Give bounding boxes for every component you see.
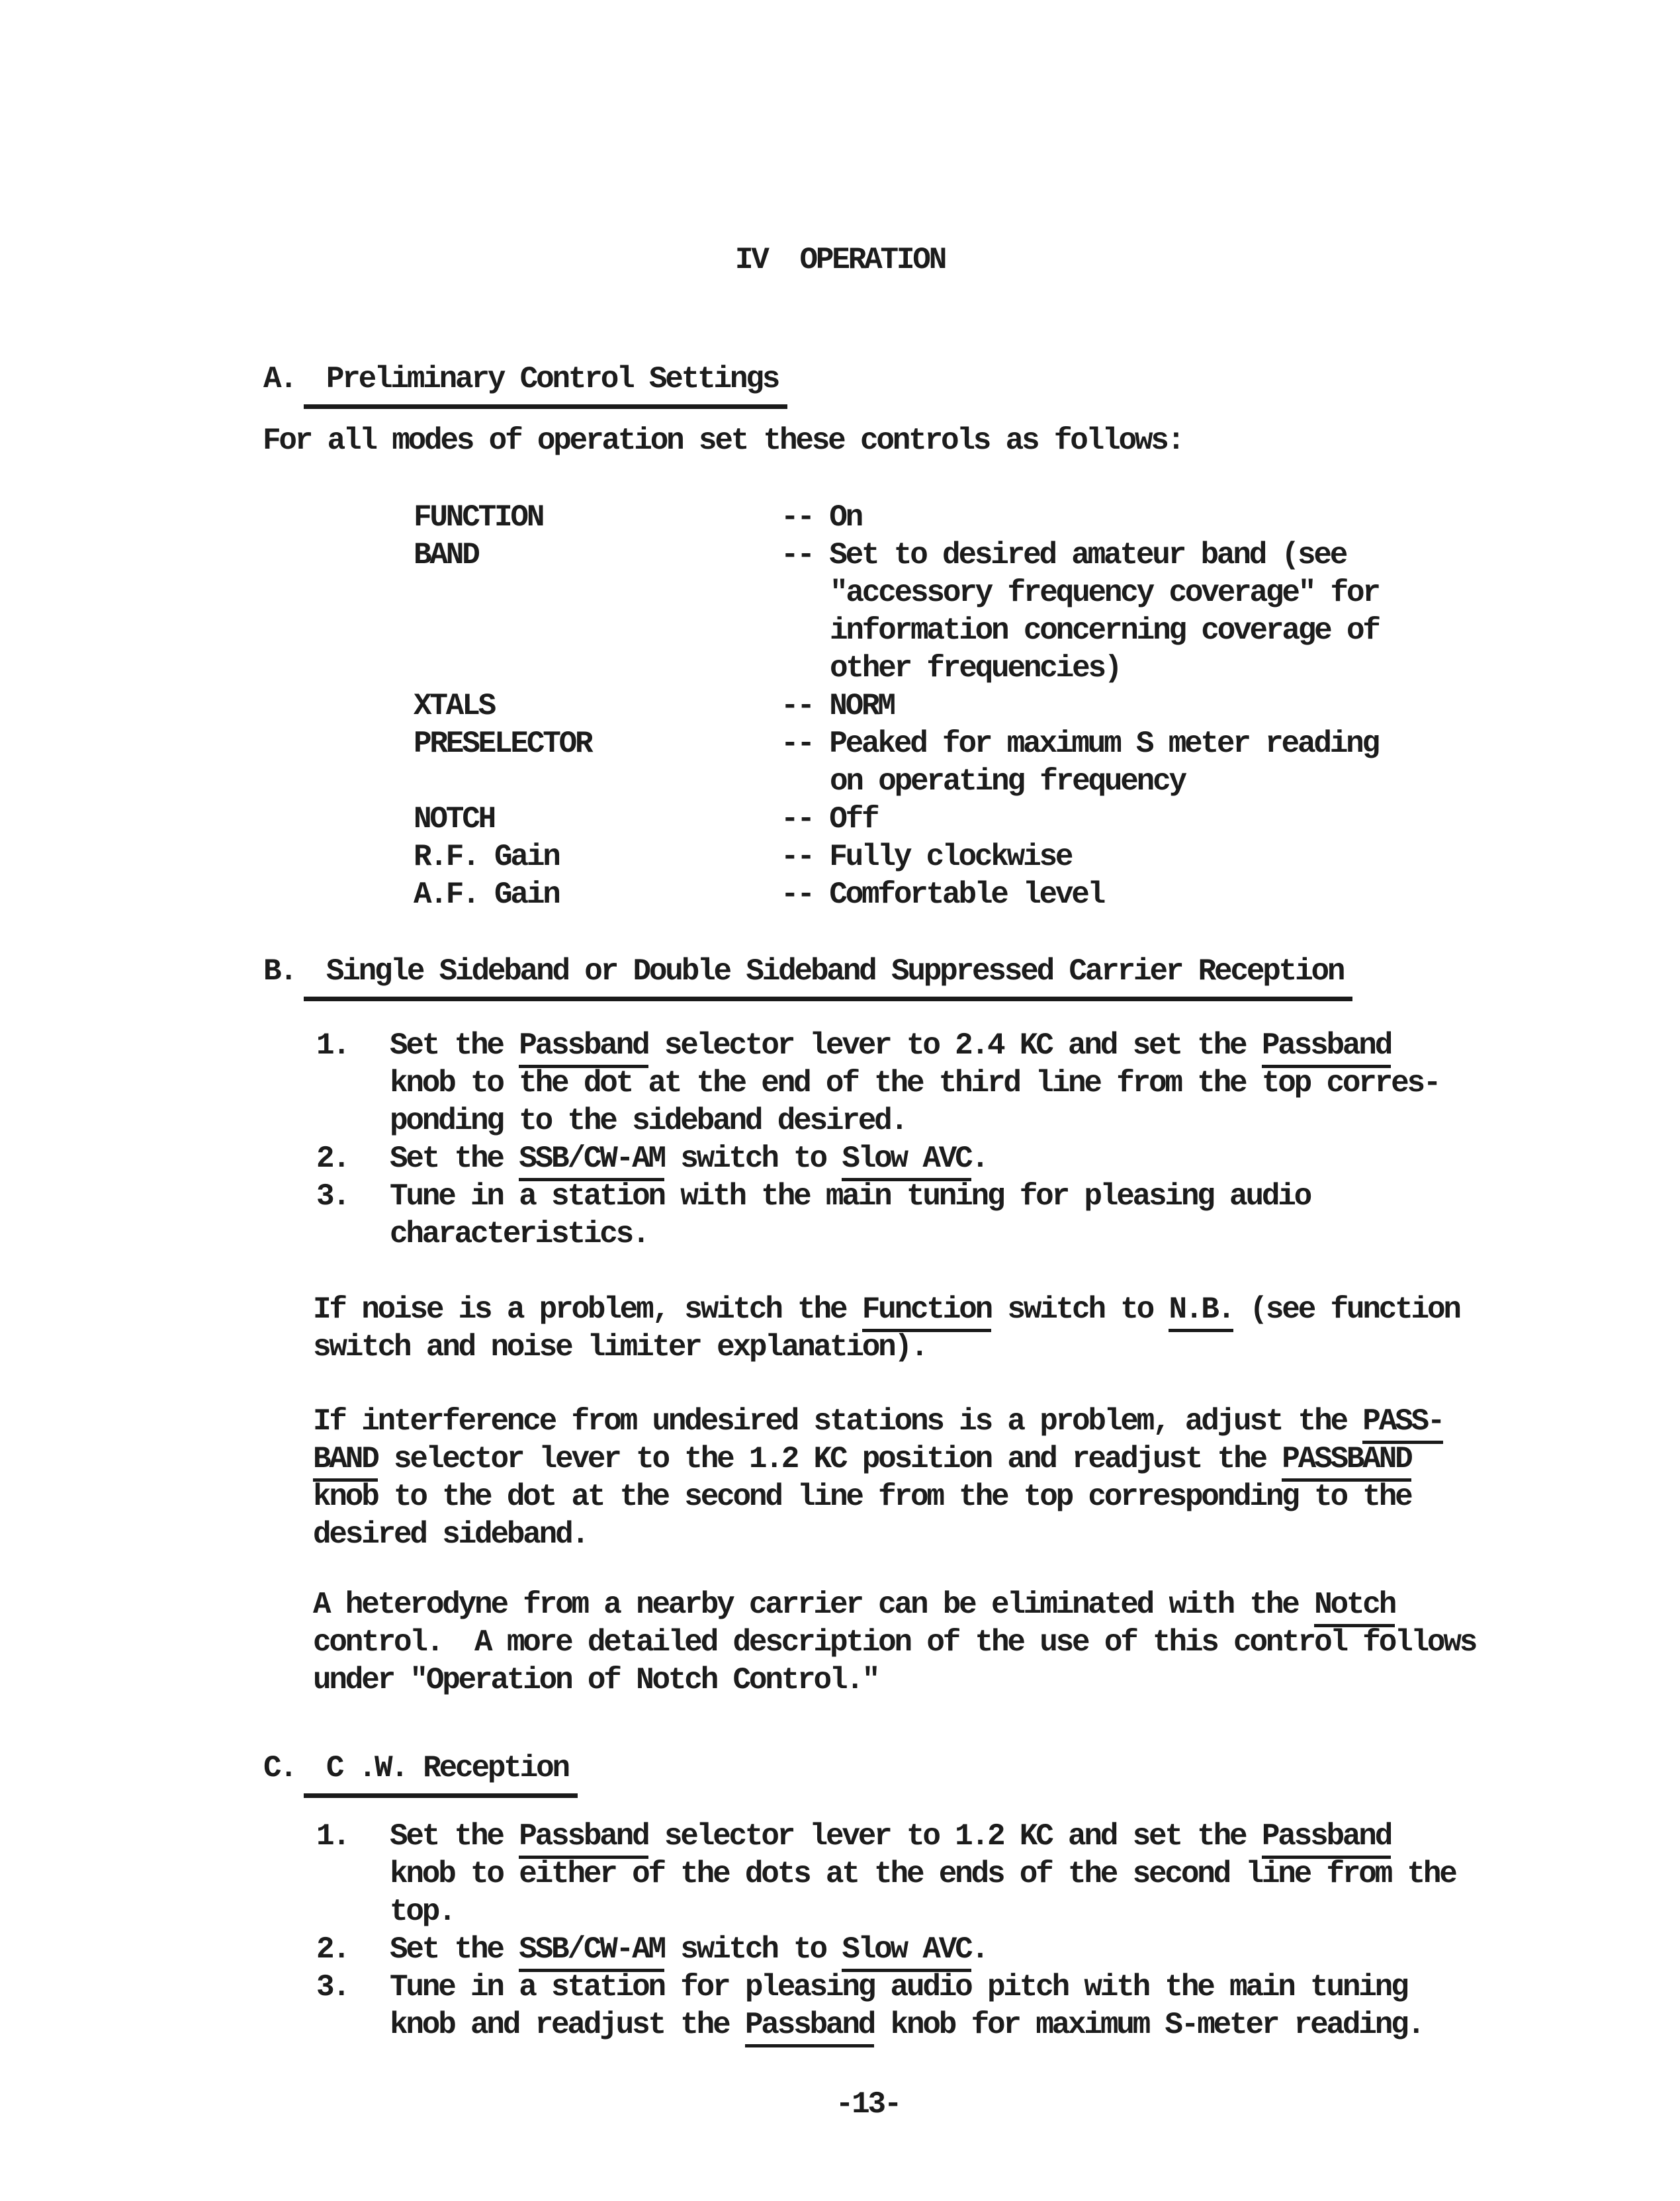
section-a-heading (263, 361, 787, 409)
setting-label: XTALS (414, 689, 495, 723)
setting-row-band (414, 537, 1379, 688)
section-c-list (316, 1818, 1456, 2044)
text-run: knob for maximum S-meter reading. (874, 2008, 1423, 2042)
setting-value-line: -- Off (781, 802, 878, 836)
underlined-term: Passband (745, 2008, 874, 2047)
section-b-heading (263, 953, 1352, 1001)
setting-value-line: -- NORM (781, 689, 894, 723)
list-item (316, 1818, 1456, 1931)
paragraph-interference (313, 1403, 1443, 1554)
section-c-heading (263, 1750, 578, 1798)
text-run: control. A more detailed description of the use of this control follows (313, 1625, 1476, 1660)
setting-label: NOTCH (414, 802, 495, 836)
text-run: A heterodyne from a nearby carrier can be eliminated with the (313, 1588, 1315, 1622)
list-item-text (390, 1027, 1439, 1140)
setting-label: R.F. Gain (414, 840, 559, 874)
text-line (313, 1329, 1460, 1367)
list-item-number: 3. (316, 1179, 349, 1214)
setting-value-line: on operating frequency (830, 764, 1185, 799)
section-a-heading-text: Preliminary Control Settings (304, 361, 787, 409)
underlined-term: N.B. (1169, 1292, 1233, 1332)
paragraph-heterodyne (313, 1586, 1476, 1699)
text-line (313, 1516, 1443, 1554)
underlined-term: Slow AVC (842, 1142, 971, 1181)
text-run: If interference from undesired stations is a problem, adjust the (313, 1404, 1363, 1439)
text-run: selector lever to 1.2 KC and set the (648, 1819, 1262, 1854)
text-run: top. (390, 1895, 455, 1929)
underlined-term: SSB/CW-AM (519, 1932, 664, 1972)
underlined-term: Slow AVC (842, 1932, 971, 1972)
text-line (313, 1624, 1476, 1662)
list-item (316, 1027, 1439, 1140)
page-title: IV OPERATION (734, 243, 946, 277)
section-c-letter: C. (263, 1751, 296, 1785)
underlined-term: PASS- (1362, 1404, 1443, 1444)
setting-value (781, 537, 1379, 688)
text-run: Tune in a station with the main tuning for pleasing audio (390, 1179, 1311, 1214)
text-line (390, 1178, 1310, 1216)
text-line (390, 1065, 1439, 1102)
underlined-term: PASSBAND (1282, 1442, 1411, 1482)
text-run: selector lever to 2.4 KC and set the (648, 1028, 1262, 1063)
setting-value (781, 725, 1378, 801)
list-item (316, 1969, 1456, 2044)
list-item (316, 1931, 1456, 1969)
text-run: knob to either of the dots at the ends of the second line from the (390, 1857, 1456, 1891)
setting-value-line: -- On (781, 500, 862, 535)
underlined-term: Notch (1314, 1588, 1395, 1627)
text-run: (see function (1233, 1292, 1460, 1327)
setting-value (781, 838, 1071, 876)
list-item-text (390, 1178, 1310, 1253)
text-line (390, 1969, 1423, 2006)
section-b-heading-text: Single Sideband or Double Sideband Suppressed Carrier Reception (304, 953, 1352, 1001)
list-item-number: 3. (316, 1970, 349, 2004)
setting-value-line: -- Comfortable level (781, 877, 1104, 912)
list-item (316, 1178, 1439, 1253)
text-line (313, 1586, 1476, 1624)
underlined-term: BAND (313, 1442, 378, 1482)
section-a-letter: A. (263, 362, 296, 396)
text-run: Set the (390, 1932, 519, 1967)
text-line (313, 1478, 1443, 1516)
section-b-letter: B. (263, 954, 296, 989)
text-run: knob to the dot at the second line from the top corresponding to the (313, 1480, 1411, 1514)
setting-value-line: other frequencies) (830, 651, 1121, 686)
underlined-term: SSB/CW-AM (519, 1142, 664, 1181)
setting-value (781, 688, 894, 725)
text-run: switch to (664, 1142, 842, 1176)
text-run: Set the (390, 1028, 519, 1063)
setting-value (781, 499, 862, 537)
text-line (390, 1140, 987, 1178)
list-item-number: 2. (316, 1142, 349, 1176)
setting-row-function (414, 499, 1379, 537)
text-run: knob and readjust the (390, 2008, 745, 2042)
setting-row-af-gain (414, 876, 1379, 914)
text-line (390, 1102, 1439, 1140)
list-item-text (390, 1818, 1456, 1931)
paragraph-noise (313, 1291, 1460, 1367)
section-c-heading-text: C .W. Reception (304, 1750, 578, 1798)
page-number: -13- (835, 2087, 901, 2122)
underlined-term: Passband (1262, 1819, 1391, 1859)
list-item-number: 1. (316, 1819, 349, 1854)
text-run: If noise is a problem, switch the (313, 1292, 862, 1327)
text-run: switch to (664, 1932, 842, 1967)
section-a-intro: For all modes of operation set these controls as follows: (263, 424, 1184, 458)
text-line (390, 2006, 1423, 2044)
list-item-text (390, 1931, 987, 1969)
setting-value-line: "accessory frequency coverage" for (830, 576, 1379, 610)
text-run: Set the (390, 1142, 519, 1176)
underlined-term: Passband (1262, 1028, 1391, 1068)
text-line (313, 1291, 1460, 1329)
text-run: desired sideband. (313, 1517, 588, 1552)
text-run: characteristics. (390, 1217, 648, 1251)
underlined-term: Passband (519, 1028, 648, 1068)
setting-value-line: -- Peaked for maximum S meter reading (781, 727, 1378, 761)
text-run: selector lever to the 1.2 KC position and readjust the (377, 1442, 1282, 1476)
text-line (390, 1027, 1439, 1065)
list-item-number: 2. (316, 1932, 349, 1967)
settings-list (414, 499, 1379, 914)
setting-label: FUNCTION (414, 500, 543, 535)
text-run: . (971, 1932, 987, 1967)
setting-row-xtals (414, 688, 1379, 725)
text-line (313, 1403, 1443, 1441)
list-item (316, 1140, 1439, 1178)
setting-row-preselector (414, 725, 1379, 801)
text-run: switch to (991, 1292, 1169, 1327)
setting-value-line: -- Set to desired amateur band (see (781, 538, 1347, 572)
setting-label: A.F. Gain (414, 877, 559, 912)
text-run: under "Operation of Notch Control." (313, 1663, 879, 1697)
text-line (390, 1931, 987, 1969)
text-line (390, 1856, 1456, 1893)
list-item-text (390, 1140, 987, 1178)
underlined-term: Function (862, 1292, 991, 1332)
text-line (313, 1662, 1476, 1699)
setting-value (781, 801, 877, 838)
setting-label: BAND (414, 538, 478, 572)
text-run: knob to the dot at the end of the third line from the top corres- (390, 1066, 1440, 1100)
setting-value-line: -- Fully clockwise (781, 840, 1072, 874)
underlined-term: Passband (519, 1819, 648, 1859)
text-line (390, 1216, 1310, 1253)
text-line (390, 1818, 1456, 1856)
setting-value (781, 876, 1104, 914)
text-line (390, 1893, 1456, 1931)
text-run: Set the (390, 1819, 519, 1854)
setting-row-notch (414, 801, 1379, 838)
text-run: Tune in a station for pleasing audio pitch with the main tuning (390, 1970, 1407, 2004)
list-item-number: 1. (316, 1028, 349, 1063)
setting-label: PRESELECTOR (414, 727, 592, 761)
text-line (313, 1441, 1443, 1478)
list-item-text (390, 1969, 1423, 2044)
section-b-list (316, 1027, 1439, 1253)
text-run: ponding to the sideband desired. (390, 1104, 906, 1138)
setting-row-rf-gain (414, 838, 1379, 876)
text-run: . (971, 1142, 987, 1176)
text-run: switch and noise limiter explanation). (313, 1330, 927, 1365)
setting-value-line: information concerning coverage of (830, 613, 1379, 648)
